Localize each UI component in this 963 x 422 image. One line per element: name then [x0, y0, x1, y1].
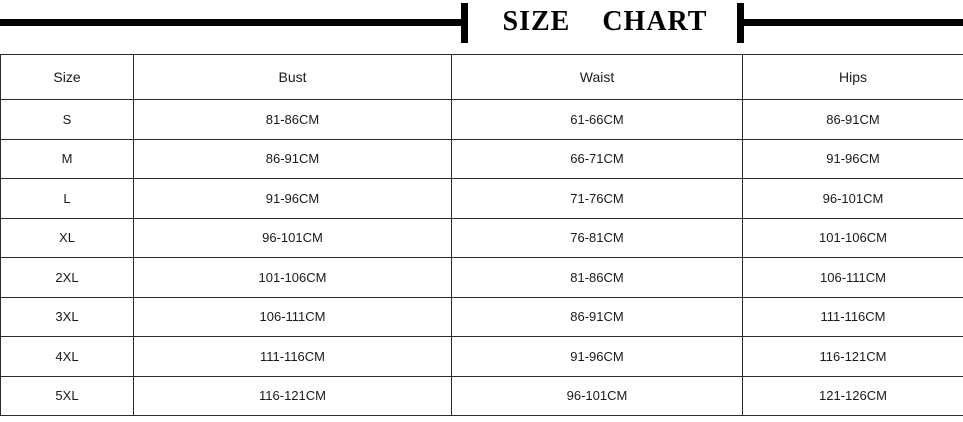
size-chart-table-wrap — [0, 54, 963, 416]
header-banner — [0, 0, 963, 46]
cell-hips: 106-111CM — [743, 258, 963, 298]
table-header — [1, 55, 963, 100]
cell-waist: 76-81CM — [452, 218, 743, 258]
cell-waist: 66-71CM — [452, 139, 743, 179]
cell-bust: 111-116CM — [134, 337, 452, 377]
cell-waist: 61-66CM — [452, 100, 743, 140]
cell-size: 2XL — [1, 258, 134, 298]
cell-hips: 96-101CM — [743, 179, 963, 219]
cell-bust: 106-111CM — [134, 297, 452, 337]
cell-hips: 116-121CM — [743, 337, 963, 377]
table-row — [1, 297, 963, 337]
cell-bust: 91-96CM — [134, 179, 452, 219]
cell-size: XL — [1, 218, 134, 258]
cell-bust: 86-91CM — [134, 139, 452, 179]
header-bracket-left — [461, 3, 468, 43]
cell-hips: 121-126CM — [743, 376, 963, 416]
cell-size: M — [1, 139, 134, 179]
cell-waist: 91-96CM — [452, 337, 743, 377]
table-row — [1, 139, 963, 179]
column-header-hips: Hips — [743, 55, 963, 100]
cell-waist: 86-91CM — [452, 297, 743, 337]
table-row — [1, 337, 963, 377]
table-row — [1, 376, 963, 416]
header-rule-right — [742, 19, 963, 26]
cell-hips: 111-116CM — [743, 297, 963, 337]
cell-hips: 101-106CM — [743, 218, 963, 258]
cell-waist: 96-101CM — [452, 376, 743, 416]
cell-size: L — [1, 179, 134, 219]
column-header-size: Size — [1, 55, 134, 100]
table-row — [1, 258, 963, 298]
table-row — [1, 218, 963, 258]
cell-bust: 96-101CM — [134, 218, 452, 258]
cell-size: S — [1, 100, 134, 140]
size-chart-table — [0, 54, 963, 416]
cell-hips: 86-91CM — [743, 100, 963, 140]
cell-bust: 101-106CM — [134, 258, 452, 298]
cell-waist: 81-86CM — [452, 258, 743, 298]
table-header-row — [1, 55, 963, 100]
header-rule-left — [0, 19, 466, 26]
cell-bust: 81-86CM — [134, 100, 452, 140]
column-header-bust: Bust — [134, 55, 452, 100]
cell-size: 5XL — [1, 376, 134, 416]
table-row — [1, 100, 963, 140]
column-header-waist: Waist — [452, 55, 743, 100]
cell-bust: 116-121CM — [134, 376, 452, 416]
table-row — [1, 179, 963, 219]
page-title: SIZE CHART — [502, 6, 708, 37]
cell-size: 4XL — [1, 337, 134, 377]
cell-hips: 91-96CM — [743, 139, 963, 179]
cell-waist: 71-76CM — [452, 179, 743, 219]
cell-size: 3XL — [1, 297, 134, 337]
table-body — [1, 100, 963, 416]
